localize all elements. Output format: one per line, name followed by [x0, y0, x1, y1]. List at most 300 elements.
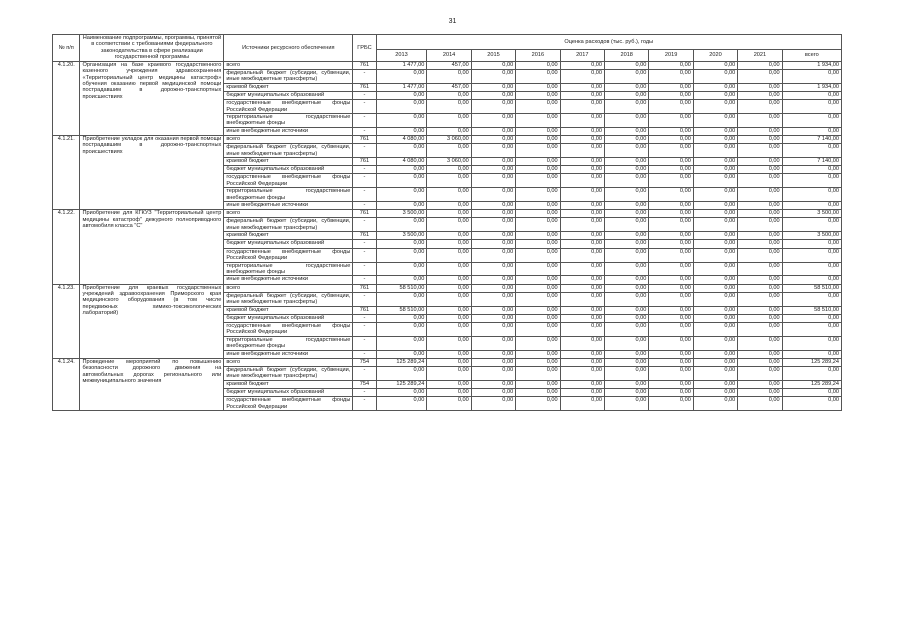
- year-value-cell: 0,00: [427, 314, 471, 322]
- year-value-cell: 0,00: [427, 69, 471, 83]
- year-value-cell: 0,00: [560, 83, 604, 91]
- year-value-cell: 0,00: [605, 202, 649, 210]
- year-value-cell: 0,00: [605, 158, 649, 166]
- year-value-cell: 0,00: [427, 91, 471, 99]
- year-value-cell: 0,00: [471, 127, 515, 135]
- year-value-cell: 0,00: [560, 292, 604, 306]
- year-value-cell: 0,00: [738, 262, 782, 276]
- year-value-cell: 0,00: [693, 144, 737, 158]
- year-value-cell: 0,00: [738, 69, 782, 83]
- year-value-cell: 0,00: [376, 240, 427, 248]
- header-program: Наименование подпрограммы, программы, принятой в соответствии с требованиями федерального законодательства в сфере реализации государственной программы: [80, 35, 224, 62]
- year-value-cell: 0,00: [471, 61, 515, 69]
- year-value-cell: 0,00: [516, 322, 560, 336]
- funding-source: территориальные государственные внебюджетные фонды: [224, 336, 353, 350]
- year-value-cell: 0,00: [738, 367, 782, 381]
- funding-source: территориальные государственные внебюджетные фонды: [224, 262, 353, 276]
- year-value-cell: 0,00: [516, 188, 560, 202]
- year-value-cell: 0,00: [605, 284, 649, 292]
- grbs-code: -: [353, 389, 376, 397]
- year-value-cell: 0,00: [605, 314, 649, 322]
- grbs-code: -: [353, 91, 376, 99]
- funding-source: федеральный бюджет (субсидии, субвенции, иные межбюджетные трансферты): [224, 69, 353, 83]
- year-value-cell: 0,00: [427, 367, 471, 381]
- year-value-cell: 0,00: [693, 69, 737, 83]
- year-value-cell: 0,00: [376, 202, 427, 210]
- year-value-cell: 0,00: [693, 262, 737, 276]
- year-value-cell: 0,00: [560, 367, 604, 381]
- year-value-cell: 0,00: [516, 397, 560, 411]
- year-value-cell: 0,00: [376, 367, 427, 381]
- year-value-cell: 0,00: [560, 397, 604, 411]
- year-value-cell: 0,00: [605, 61, 649, 69]
- total-cell: 0,00: [782, 336, 841, 350]
- year-value-cell: 0,00: [516, 135, 560, 143]
- year-value-cell: 0,00: [738, 83, 782, 91]
- row-number: 4.1.21.: [53, 135, 80, 209]
- year-value-cell: 125 289,24: [376, 358, 427, 366]
- year-value-cell: 0,00: [738, 389, 782, 397]
- grbs-code: 754: [353, 380, 376, 388]
- year-value-cell: 0,00: [560, 174, 604, 188]
- grbs-code: -: [353, 292, 376, 306]
- year-value-cell: 0,00: [560, 144, 604, 158]
- year-value-cell: 0,00: [376, 276, 427, 284]
- year-value-cell: 0,00: [738, 158, 782, 166]
- year-value-cell: 0,00: [605, 144, 649, 158]
- year-value-cell: 0,00: [605, 174, 649, 188]
- year-value-cell: 0,00: [649, 202, 693, 210]
- year-value-cell: 0,00: [471, 389, 515, 397]
- grbs-code: -: [353, 350, 376, 358]
- table-row: [53, 61, 842, 69]
- year-value-cell: 0,00: [560, 240, 604, 248]
- year-value-cell: 0,00: [738, 113, 782, 127]
- total-cell: 0,00: [782, 367, 841, 381]
- year-value-cell: 457,00: [427, 61, 471, 69]
- year-value-cell: 58 510,00: [376, 284, 427, 292]
- year-value-cell: 0,00: [471, 322, 515, 336]
- total-cell: 0,00: [782, 276, 841, 284]
- year-value-cell: 0,00: [649, 91, 693, 99]
- year-value-cell: 3 060,00: [427, 135, 471, 143]
- funding-source: федеральный бюджет (субсидии, субвенции, иные межбюджетные трансферты): [224, 292, 353, 306]
- table-row: [53, 135, 842, 143]
- year-value-cell: 0,00: [427, 350, 471, 358]
- year-value-cell: 0,00: [738, 358, 782, 366]
- year-value-cell: 0,00: [738, 240, 782, 248]
- year-value-cell: 0,00: [471, 218, 515, 232]
- total-cell: 0,00: [782, 202, 841, 210]
- row-number: 4.1.22.: [53, 210, 80, 284]
- year-value-cell: 0,00: [649, 292, 693, 306]
- year-value-cell: 0,00: [605, 210, 649, 218]
- year-value-cell: 0,00: [516, 232, 560, 240]
- year-value-cell: 0,00: [516, 69, 560, 83]
- year-value-cell: 0,00: [516, 262, 560, 276]
- year-value-cell: 0,00: [649, 69, 693, 83]
- grbs-code: -: [353, 262, 376, 276]
- year-value-cell: 0,00: [516, 306, 560, 314]
- year-value-cell: 0,00: [693, 100, 737, 114]
- funding-source: государственные внебюджетные фонды Российской Федерации: [224, 248, 353, 262]
- year-value-cell: 0,00: [427, 127, 471, 135]
- year-value-cell: 0,00: [471, 144, 515, 158]
- year-value-cell: 0,00: [376, 174, 427, 188]
- program-name: Приобретение для КГКУЗ "Территориальный центр медицины катастроф" дежурного полноприводного автомобиля класса "С": [80, 210, 224, 284]
- year-value-cell: 0,00: [693, 358, 737, 366]
- year-value-cell: 0,00: [605, 262, 649, 276]
- year-value-cell: 0,00: [605, 218, 649, 232]
- year-value-cell: 0,00: [471, 276, 515, 284]
- year-value-cell: 0,00: [693, 240, 737, 248]
- year-value-cell: 1 477,00: [376, 61, 427, 69]
- grbs-code: 761: [353, 210, 376, 218]
- year-value-cell: 0,00: [605, 113, 649, 127]
- year-value-cell: 0,00: [376, 144, 427, 158]
- funding-source: всего: [224, 210, 353, 218]
- year-value-cell: 0,00: [560, 306, 604, 314]
- year-value-cell: 0,00: [649, 367, 693, 381]
- page-number: 31: [448, 18, 457, 25]
- year-value-cell: 0,00: [649, 314, 693, 322]
- year-value-cell: 0,00: [738, 202, 782, 210]
- year-value-cell: 0,00: [516, 240, 560, 248]
- funding-source: иные внебюджетные источники: [224, 202, 353, 210]
- year-value-cell: 0,00: [605, 276, 649, 284]
- year-value-cell: 0,00: [649, 380, 693, 388]
- year-value-cell: 0,00: [649, 210, 693, 218]
- funding-source: иные внебюджетные источники: [224, 127, 353, 135]
- year-value-cell: 0,00: [560, 91, 604, 99]
- year-value-cell: 0,00: [427, 336, 471, 350]
- year-value-cell: 0,00: [605, 166, 649, 174]
- year-value-cell: 0,00: [471, 69, 515, 83]
- year-value-cell: 0,00: [427, 397, 471, 411]
- table-row: [53, 210, 842, 218]
- year-value-cell: 457,00: [427, 83, 471, 91]
- year-value-cell: 0,00: [516, 61, 560, 69]
- year-value-cell: 0,00: [427, 322, 471, 336]
- year-value-cell: 0,00: [427, 284, 471, 292]
- year-value-cell: 4 080,00: [376, 158, 427, 166]
- funding-source: всего: [224, 135, 353, 143]
- year-value-cell: 0,00: [738, 284, 782, 292]
- total-cell: 0,00: [782, 240, 841, 248]
- year-value-cell: 0,00: [471, 292, 515, 306]
- year-value-cell: 0,00: [471, 367, 515, 381]
- year-value-cell: 0,00: [605, 69, 649, 83]
- header-year: 2020: [693, 49, 737, 61]
- year-value-cell: 0,00: [471, 380, 515, 388]
- year-value-cell: 0,00: [693, 232, 737, 240]
- year-value-cell: 0,00: [649, 127, 693, 135]
- year-value-cell: 0,00: [471, 174, 515, 188]
- grbs-code: -: [353, 218, 376, 232]
- year-value-cell: 0,00: [471, 202, 515, 210]
- year-value-cell: 0,00: [605, 83, 649, 91]
- total-cell: 0,00: [782, 397, 841, 411]
- funding-source: бюджет муниципальных образований: [224, 314, 353, 322]
- year-value-cell: 0,00: [376, 188, 427, 202]
- year-value-cell: 0,00: [738, 135, 782, 143]
- total-cell: 0,00: [782, 100, 841, 114]
- year-value-cell: 0,00: [427, 232, 471, 240]
- grbs-code: -: [353, 113, 376, 127]
- year-value-cell: 0,00: [605, 91, 649, 99]
- year-value-cell: 0,00: [693, 314, 737, 322]
- total-cell: 0,00: [782, 350, 841, 358]
- year-value-cell: 0,00: [738, 336, 782, 350]
- funding-source: бюджет муниципальных образований: [224, 166, 353, 174]
- year-value-cell: 1 477,00: [376, 83, 427, 91]
- year-value-cell: 0,00: [376, 389, 427, 397]
- year-value-cell: 0,00: [649, 158, 693, 166]
- year-value-cell: 0,00: [738, 218, 782, 232]
- year-value-cell: 0,00: [427, 210, 471, 218]
- year-value-cell: 0,00: [649, 306, 693, 314]
- program-name: Организация на базе краевого государственного казенного учреждения здравоохранения «Территориальный центр медицины катастроф» обучения оказанию первой медицинской помощи пострадавшим в дорожно-транспортных происшествиях: [80, 61, 224, 135]
- year-value-cell: 0,00: [738, 210, 782, 218]
- year-value-cell: 0,00: [560, 210, 604, 218]
- total-cell: 0,00: [782, 262, 841, 276]
- funding-source: государственные внебюджетные фонды Российской Федерации: [224, 397, 353, 411]
- header-year: 2016: [516, 49, 560, 61]
- year-value-cell: 3 060,00: [427, 158, 471, 166]
- year-value-cell: 0,00: [605, 232, 649, 240]
- total-cell: 0,00: [782, 144, 841, 158]
- year-value-cell: 0,00: [516, 292, 560, 306]
- year-value-cell: 0,00: [516, 284, 560, 292]
- year-value-cell: 0,00: [605, 240, 649, 248]
- funding-source: территориальные государственные внебюджетные фонды: [224, 113, 353, 127]
- year-value-cell: 0,00: [516, 218, 560, 232]
- year-value-cell: 0,00: [376, 91, 427, 99]
- year-value-cell: 0,00: [376, 248, 427, 262]
- total-cell: 0,00: [782, 69, 841, 83]
- year-value-cell: 0,00: [693, 83, 737, 91]
- year-value-cell: 0,00: [693, 113, 737, 127]
- year-value-cell: 0,00: [560, 314, 604, 322]
- year-value-cell: 0,00: [516, 202, 560, 210]
- funding-source: федеральный бюджет (субсидии, субвенции, иные межбюджетные трансферты): [224, 144, 353, 158]
- year-value-cell: 0,00: [376, 69, 427, 83]
- funding-source: бюджет муниципальных образований: [224, 389, 353, 397]
- year-value-cell: 0,00: [605, 135, 649, 143]
- total-cell: 58 510,00: [782, 284, 841, 292]
- year-value-cell: 0,00: [427, 174, 471, 188]
- header-year: всего: [782, 49, 841, 61]
- year-value-cell: 0,00: [649, 232, 693, 240]
- total-cell: 3 500,00: [782, 210, 841, 218]
- year-value-cell: 0,00: [560, 336, 604, 350]
- year-value-cell: 0,00: [516, 248, 560, 262]
- year-value-cell: 0,00: [649, 336, 693, 350]
- header-year: 2021: [738, 49, 782, 61]
- year-value-cell: 0,00: [693, 166, 737, 174]
- year-value-cell: 0,00: [376, 100, 427, 114]
- year-value-cell: 0,00: [738, 91, 782, 99]
- year-value-cell: 0,00: [693, 306, 737, 314]
- year-value-cell: 125 289,24: [376, 380, 427, 388]
- year-value-cell: 0,00: [649, 135, 693, 143]
- year-value-cell: 0,00: [738, 380, 782, 388]
- year-value-cell: 0,00: [605, 188, 649, 202]
- grbs-code: -: [353, 174, 376, 188]
- year-value-cell: 0,00: [427, 166, 471, 174]
- year-value-cell: 0,00: [649, 144, 693, 158]
- year-value-cell: 0,00: [738, 276, 782, 284]
- year-value-cell: 0,00: [605, 127, 649, 135]
- year-value-cell: 0,00: [516, 358, 560, 366]
- year-value-cell: 0,00: [605, 367, 649, 381]
- year-value-cell: 0,00: [738, 232, 782, 240]
- year-value-cell: 0,00: [649, 350, 693, 358]
- year-value-cell: 0,00: [649, 284, 693, 292]
- year-value-cell: 0,00: [560, 135, 604, 143]
- year-value-cell: 0,00: [560, 276, 604, 284]
- year-value-cell: 0,00: [649, 174, 693, 188]
- grbs-code: 754: [353, 358, 376, 366]
- total-cell: 7 140,00: [782, 158, 841, 166]
- year-value-cell: 0,00: [738, 100, 782, 114]
- year-value-cell: 0,00: [471, 166, 515, 174]
- year-value-cell: 0,00: [649, 218, 693, 232]
- total-cell: 3 500,00: [782, 232, 841, 240]
- total-cell: 0,00: [782, 314, 841, 322]
- year-value-cell: 0,00: [605, 350, 649, 358]
- total-cell: 0,00: [782, 322, 841, 336]
- year-value-cell: 0,00: [693, 276, 737, 284]
- year-value-cell: 0,00: [560, 284, 604, 292]
- year-value-cell: 0,00: [605, 358, 649, 366]
- year-value-cell: 0,00: [649, 262, 693, 276]
- program-name: Проведение мероприятий по повышению безопасности дорожного движения на автомобильных дорогах регионального или межмуниципального значения: [80, 358, 224, 410]
- year-value-cell: 0,00: [649, 248, 693, 262]
- year-value-cell: 0,00: [427, 113, 471, 127]
- year-value-cell: 0,00: [471, 358, 515, 366]
- year-value-cell: 0,00: [693, 284, 737, 292]
- header-year: 2014: [427, 49, 471, 61]
- year-value-cell: 0,00: [560, 61, 604, 69]
- year-value-cell: 0,00: [605, 380, 649, 388]
- year-value-cell: 0,00: [560, 202, 604, 210]
- funding-source: федеральный бюджет (субсидии, субвенции, иные межбюджетные трансферты): [224, 367, 353, 381]
- funding-source: всего: [224, 284, 353, 292]
- total-cell: 1 934,00: [782, 61, 841, 69]
- year-value-cell: 0,00: [693, 91, 737, 99]
- funding-source: краевой бюджет: [224, 306, 353, 314]
- year-value-cell: 0,00: [560, 358, 604, 366]
- total-cell: 0,00: [782, 91, 841, 99]
- year-value-cell: 0,00: [471, 314, 515, 322]
- year-value-cell: 0,00: [738, 314, 782, 322]
- year-value-cell: 0,00: [471, 158, 515, 166]
- year-value-cell: 0,00: [560, 232, 604, 240]
- year-value-cell: 0,00: [376, 218, 427, 232]
- grbs-code: -: [353, 166, 376, 174]
- funding-source: краевой бюджет: [224, 380, 353, 388]
- year-value-cell: 0,00: [738, 350, 782, 358]
- year-value-cell: 0,00: [427, 276, 471, 284]
- year-value-cell: 0,00: [376, 314, 427, 322]
- grbs-code: 761: [353, 83, 376, 91]
- total-cell: 0,00: [782, 218, 841, 232]
- grbs-code: -: [353, 397, 376, 411]
- total-cell: 0,00: [782, 248, 841, 262]
- grbs-code: 761: [353, 232, 376, 240]
- year-value-cell: 0,00: [471, 336, 515, 350]
- year-value-cell: 0,00: [427, 248, 471, 262]
- year-value-cell: 0,00: [376, 166, 427, 174]
- grbs-code: -: [353, 336, 376, 350]
- year-value-cell: 0,00: [560, 100, 604, 114]
- year-value-cell: 0,00: [516, 210, 560, 218]
- year-value-cell: 0,00: [649, 83, 693, 91]
- year-value-cell: 0,00: [605, 397, 649, 411]
- year-value-cell: 0,00: [649, 166, 693, 174]
- year-value-cell: 0,00: [693, 350, 737, 358]
- year-value-cell: 0,00: [738, 292, 782, 306]
- year-value-cell: 0,00: [376, 397, 427, 411]
- year-value-cell: 0,00: [560, 127, 604, 135]
- year-value-cell: 0,00: [516, 380, 560, 388]
- year-value-cell: 0,00: [693, 188, 737, 202]
- year-value-cell: 0,00: [376, 113, 427, 127]
- header-estimate: Оценка расходов (тыс. руб.), годы: [376, 35, 841, 50]
- grbs-code: -: [353, 367, 376, 381]
- year-value-cell: 0,00: [649, 358, 693, 366]
- header-grbs: ГРБС: [353, 35, 376, 62]
- year-value-cell: 0,00: [427, 358, 471, 366]
- program-name: Приобретение для краевых государственных учреждений здравоохранения Приморского края медицинского оборудования (в том числе передвижных химико-токсикологических лабораторий): [80, 284, 224, 358]
- total-cell: 125 289,24: [782, 358, 841, 366]
- year-value-cell: 0,00: [427, 240, 471, 248]
- grbs-code: 761: [353, 284, 376, 292]
- year-value-cell: 0,00: [516, 336, 560, 350]
- grbs-code: -: [353, 240, 376, 248]
- year-value-cell: 0,00: [471, 350, 515, 358]
- funding-source: федеральный бюджет (субсидии, субвенции, иные межбюджетные трансферты): [224, 218, 353, 232]
- year-value-cell: 0,00: [471, 262, 515, 276]
- year-value-cell: 0,00: [471, 210, 515, 218]
- grbs-code: -: [353, 127, 376, 135]
- year-value-cell: 0,00: [516, 276, 560, 284]
- year-value-cell: 0,00: [738, 322, 782, 336]
- year-value-cell: 0,00: [560, 262, 604, 276]
- grbs-code: -: [353, 100, 376, 114]
- funding-source: всего: [224, 358, 353, 366]
- funding-source: краевой бюджет: [224, 83, 353, 91]
- total-cell: 0,00: [782, 292, 841, 306]
- year-value-cell: 0,00: [649, 113, 693, 127]
- year-value-cell: 0,00: [738, 127, 782, 135]
- year-value-cell: 0,00: [738, 188, 782, 202]
- year-value-cell: 0,00: [427, 144, 471, 158]
- year-value-cell: 0,00: [471, 284, 515, 292]
- year-value-cell: 0,00: [427, 202, 471, 210]
- year-value-cell: 0,00: [693, 127, 737, 135]
- year-value-cell: 0,00: [427, 262, 471, 276]
- funding-source: краевой бюджет: [224, 232, 353, 240]
- year-value-cell: 0,00: [560, 158, 604, 166]
- year-value-cell: 0,00: [605, 389, 649, 397]
- year-value-cell: 0,00: [516, 389, 560, 397]
- row-number: 4.1.23.: [53, 284, 80, 358]
- year-value-cell: 3 500,00: [376, 210, 427, 218]
- year-value-cell: 0,00: [738, 248, 782, 262]
- year-value-cell: 0,00: [560, 350, 604, 358]
